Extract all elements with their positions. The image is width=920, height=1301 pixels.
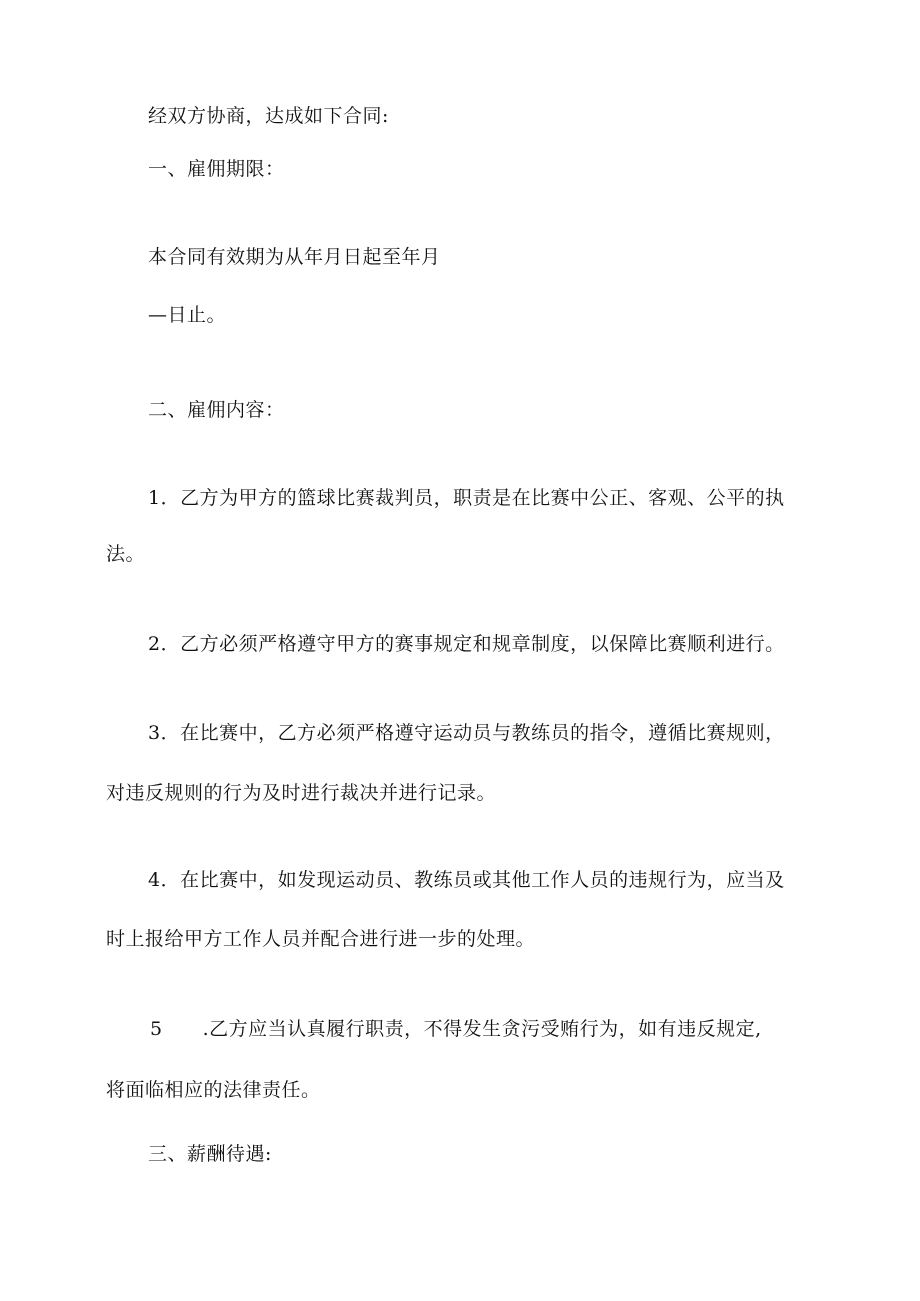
term-line-1: 本合同有效期为从年月日起至年月	[148, 246, 441, 268]
item-5-line-1	[150, 1017, 762, 1041]
item-4-line-1: 4．在比赛中，如发现运动员、教练员或其他工作人员的违规行为，应当及	[148, 869, 785, 891]
section-2-heading: 二、雇佣内容：	[148, 399, 285, 421]
item-5-text: .乙方应当认真履行职责，不得发生贪污受贿行为，如有违反规定,	[202, 1018, 762, 1040]
intro-paragraph: 经双方协商，达成如下合同:	[148, 105, 389, 127]
item-3-line-2: 对违反规则的行为及时进行裁决并进行记录。	[106, 782, 497, 804]
item-1-line-1: 1．乙方为甲方的篮球比赛裁判员，职责是在比赛中公正、客观、公平的执	[148, 487, 785, 509]
item-4-line-2: 时上报给甲方工作人员并配合进行进一步的处理。	[106, 928, 536, 950]
item-3-line-1: 3．在比赛中，乙方必须严格遵守运动员与教练员的指令，遵循比赛规则，	[148, 722, 785, 744]
section-3-heading: 三、薪酬待遇:	[148, 1143, 272, 1165]
term-line-2: —日止。	[148, 304, 227, 326]
item-2-line-1: 2．乙方必须严格遵守甲方的赛事规定和规章制度，以保障比赛顺利进行。	[148, 633, 785, 655]
section-1-heading: 一、雇佣期限：	[148, 158, 285, 180]
item-1-line-2: 法。	[106, 543, 146, 565]
item-5-number: 5	[150, 1018, 163, 1040]
item-5-line-2: 将面临相应的法律责任。	[106, 1079, 321, 1101]
